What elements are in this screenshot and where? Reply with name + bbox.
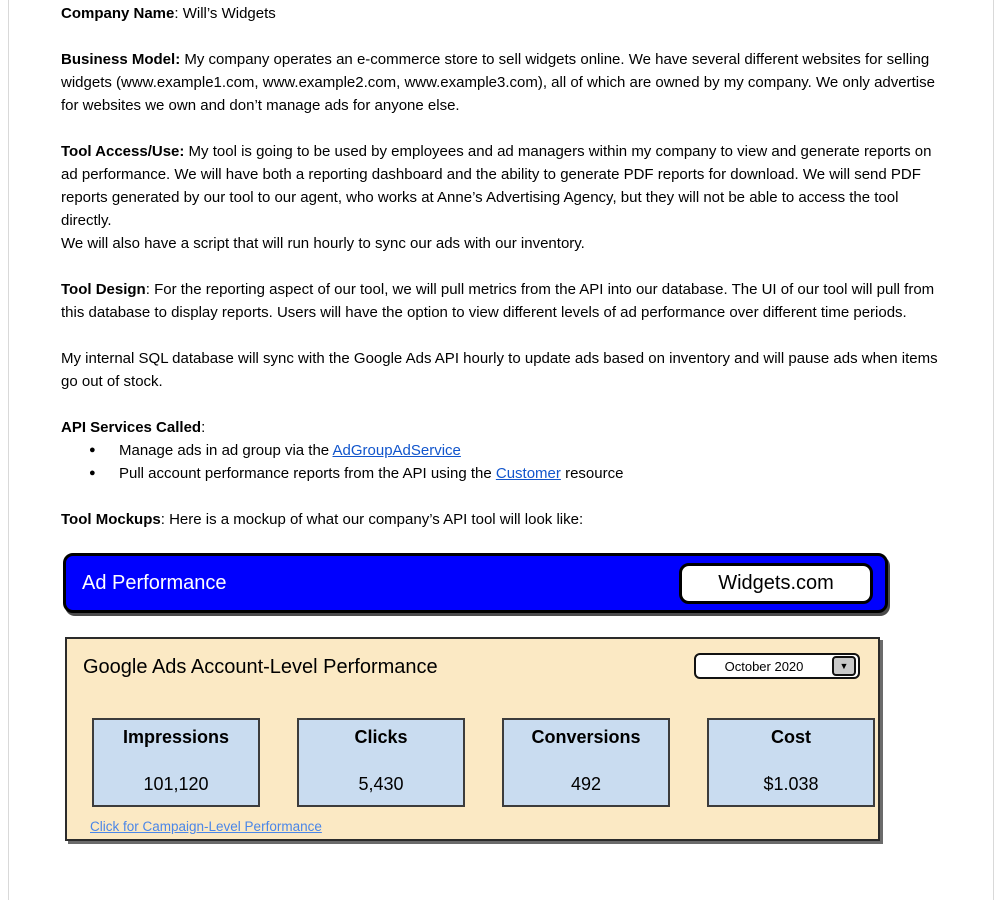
bullet-icon: ● (89, 467, 96, 479)
api-services-label: API Services Called (61, 419, 202, 436)
metric-value: 5,430 (358, 774, 404, 794)
tool-mockups-text: : Here is a mockup of what our company’s API tool will look like: (160, 511, 584, 528)
tool-design-text: : For the reporting aspect of our tool, we will pull metrics from the API into our database. The UI of our tool will pull from this database to display reports. Users will have the option to view different levels of ad performance over different time periods. (61, 281, 935, 321)
tool-access-paragraph (61, 140, 941, 255)
bullet-item-adgroupadservice (61, 439, 941, 462)
metric-value: $1.038 (763, 774, 819, 794)
metric-card-conversions (502, 718, 670, 807)
metric-value: 101,120 (143, 774, 209, 794)
tool-design-paragraph (61, 278, 941, 324)
metric-label: Conversions (531, 727, 641, 747)
tool-access-label: Tool Access/Use: (61, 143, 185, 160)
campaign-level-link[interactable]: Click for Campaign-Level Performance (90, 819, 322, 834)
bullet2-post-text: resource (560, 465, 624, 482)
tool-mockups-line (61, 508, 941, 531)
document-content (61, 2, 941, 841)
month-dropdown[interactable] (694, 653, 860, 679)
bullet-icon: ● (89, 444, 96, 456)
adgroupadservice-link[interactable]: AdGroupAdService (332, 442, 461, 459)
business-model-label: Business Model: (61, 51, 181, 68)
company-name-value: : Will’s Widgets (174, 5, 276, 22)
bullet-item-customer (61, 462, 941, 485)
sql-sync-text: My internal SQL database will sync with the Google Ads API hourly to update ads based on inventory and will pause ads when items go out of stock. (61, 350, 938, 390)
month-dropdown-value: October 2020 (724, 658, 804, 674)
chevron-down-icon: ▼ (839, 661, 849, 671)
panel-header-row (67, 639, 878, 681)
tool-access-text: My tool is going to be used by employees and ad managers within my company to view and generate reports on ad performance. We will have both a reporting dashboard and the ability to generate PDF reports for download. We will send PDF reports generated by our tool to our agent, who works at Anne’s Advertising Agency, but they will not be able to access the tool directly. (61, 143, 932, 229)
bullet1-pre-text: Manage ads in ad group via the (119, 442, 333, 459)
tool-mockups-label: Tool Mockups (61, 511, 161, 528)
metric-label: Cost (771, 727, 811, 747)
dropdown-button[interactable] (832, 656, 856, 676)
company-name-label: Company Name (61, 5, 175, 22)
document-page (8, 0, 994, 900)
tool-design-label: Tool Design (61, 281, 146, 298)
bullet2-pre-text: Pull account performance reports from the API using the (119, 465, 496, 482)
bullet-text (119, 462, 941, 485)
app-title: Ad Performance (82, 571, 227, 594)
tool-access-text-line2: We will also have a script that will run hourly to sync our ads with our inventory. (61, 235, 585, 252)
metric-card-impressions (92, 718, 260, 807)
widgets-site-button[interactable] (679, 563, 873, 604)
metric-card-cost (707, 718, 875, 807)
metric-value: 492 (570, 774, 602, 794)
widgets-site-button-label: Widgets.com (718, 571, 834, 594)
mockup-app-header (63, 553, 888, 613)
business-model-text: My company operates an e-commerce store to sell widgets online. We have several different websites for selling widgets (www.example1.com, www.example2.com, www.example3.com), all of which are owned by my company. We only advertise for websites we own and don’t manage ads for anyone else. (61, 51, 935, 114)
sql-sync-paragraph (61, 347, 941, 393)
metric-cards-row (67, 718, 878, 807)
account-performance-panel (65, 637, 880, 841)
panel-title: Google Ads Account-Level Performance (83, 656, 438, 678)
metric-label: Clicks (354, 727, 408, 747)
metric-card-clicks (297, 718, 465, 807)
customer-link[interactable]: Customer (495, 465, 561, 482)
api-services-heading (61, 416, 941, 439)
bullet-text (119, 439, 941, 462)
metric-label: Impressions (122, 727, 230, 747)
business-model-paragraph (61, 48, 941, 117)
company-name-line (61, 2, 941, 25)
api-services-colon: : (201, 419, 206, 436)
